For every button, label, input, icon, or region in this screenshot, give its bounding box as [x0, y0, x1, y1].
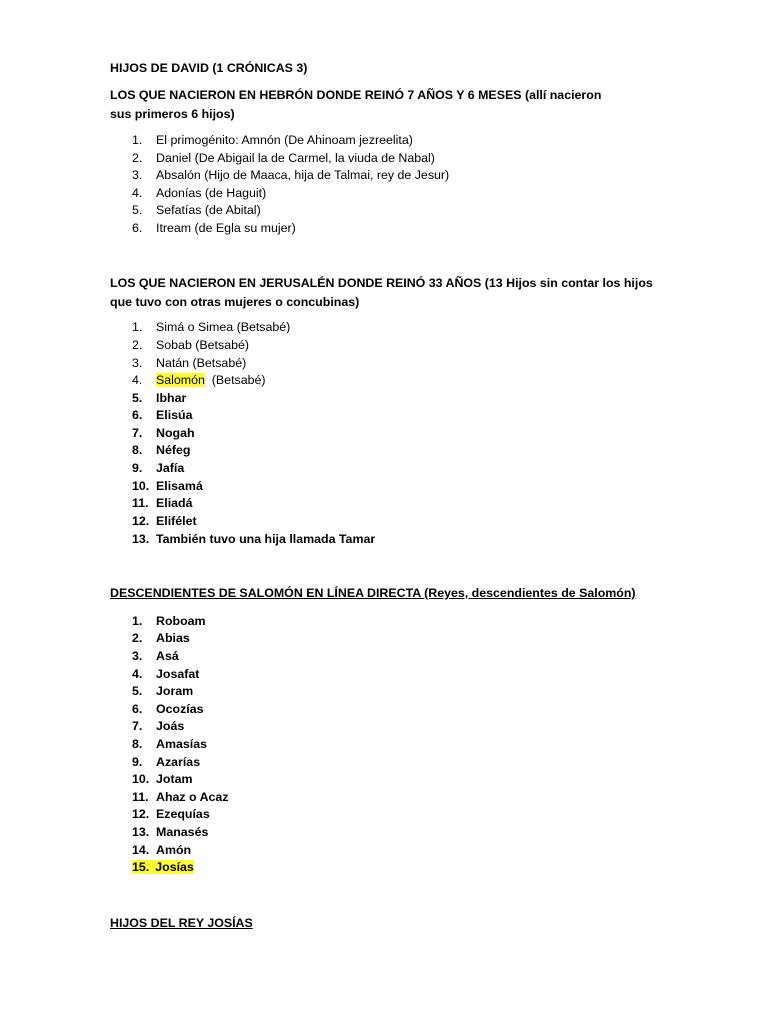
list-item: 1. Roboam	[132, 614, 206, 628]
highlighted-item-josias: 15. Josías	[132, 860, 194, 874]
list-item: 2. Sobab (Betsabé)	[132, 338, 249, 352]
list-item: 6. Elisúa	[132, 408, 193, 422]
list-item: 9. Jafía	[132, 461, 185, 475]
list-item: 4. Salomón (Betsabé)	[132, 373, 266, 387]
list-item: 11. Eliadá	[132, 496, 193, 510]
list-item: 9. Azarías	[132, 755, 201, 769]
section3-heading	[110, 585, 636, 602]
list-item: 6. Itream (de Egla su mujer)	[132, 221, 296, 235]
list-item: 4. Josafat	[132, 667, 200, 681]
list-item: 7. Nogah	[132, 426, 195, 440]
section3-heading-note: (Reyes, descendientes de Salomón)	[424, 586, 636, 600]
section3-heading-main: DESCENDIENTES DE SALOMÓN EN LÍNEA DIRECTA	[110, 586, 421, 600]
list-item: 5. Sefatías (de Abital)	[132, 203, 261, 217]
list-item: 4. Adonías (de Haguit)	[132, 186, 267, 200]
list-item: 11. Ahaz o Acaz	[132, 790, 229, 804]
list-item: 13. También tuvo una hija llamada Tamar	[132, 532, 376, 546]
list-item: 12. Elifélet	[132, 514, 197, 528]
list-item: 12. Ezequías	[132, 807, 210, 821]
list-item: 2. Abias	[132, 631, 190, 645]
list-item: 2. Daniel (De Abigail la de Carmel, la viuda de Nabal)	[132, 151, 435, 165]
list-item: 6. Ocozías	[132, 702, 204, 716]
list-item: 1. El primogénito: Amnón (De Ahinoam jezreelita)	[132, 133, 413, 147]
list-item: 3. Natán (Betsabé)	[132, 356, 247, 370]
section2-heading-note: (13 Hijos sin contar los hijos que tuvo con otras mujeres o concubinas)	[110, 276, 653, 309]
list-item: 7. Joás	[132, 719, 185, 733]
list-item: 10. Elisamá	[132, 479, 203, 493]
section1-heading-main: LOS QUE NACIERON EN HEBRÓN DONDE REINÓ 7 AÑOS Y 6 MESES	[110, 88, 522, 102]
list-item: 13. Manasés	[132, 825, 209, 839]
list-item: 1. Simá o Simea (Betsabé)	[132, 320, 291, 334]
list-item: 5. Joram	[132, 684, 194, 698]
section2-heading	[110, 274, 660, 312]
highlighted-name-salomon: Salomón	[156, 373, 205, 387]
section1-heading-note: (allí nacieron sus primeros 6 hijos)	[110, 88, 602, 121]
list-item: 8. Amasías	[132, 737, 207, 751]
list-item: 3. Asá	[132, 649, 179, 663]
section2-heading-main: LOS QUE NACIERON EN JERUSALÉN DONDE REINÓ 33 AÑOS	[110, 276, 482, 290]
list-item: 3. Absalón (Hijo de Maaca, hija de Talmai, rey de Jesur)	[132, 168, 450, 182]
list-item: 10. Jotam	[132, 772, 193, 786]
list-item: 5. Ibhar	[132, 391, 187, 405]
list-item-highlighted	[132, 859, 194, 876]
document-title: HIJOS DE DAVID (1 CRÓNICAS 3)	[110, 61, 308, 75]
list-item: 14. Amón	[132, 843, 192, 857]
list-item: 8. Néfeg	[132, 443, 191, 457]
section1-heading	[110, 86, 610, 124]
section4-heading: HIJOS DEL REY JOSÍAS	[110, 916, 253, 930]
